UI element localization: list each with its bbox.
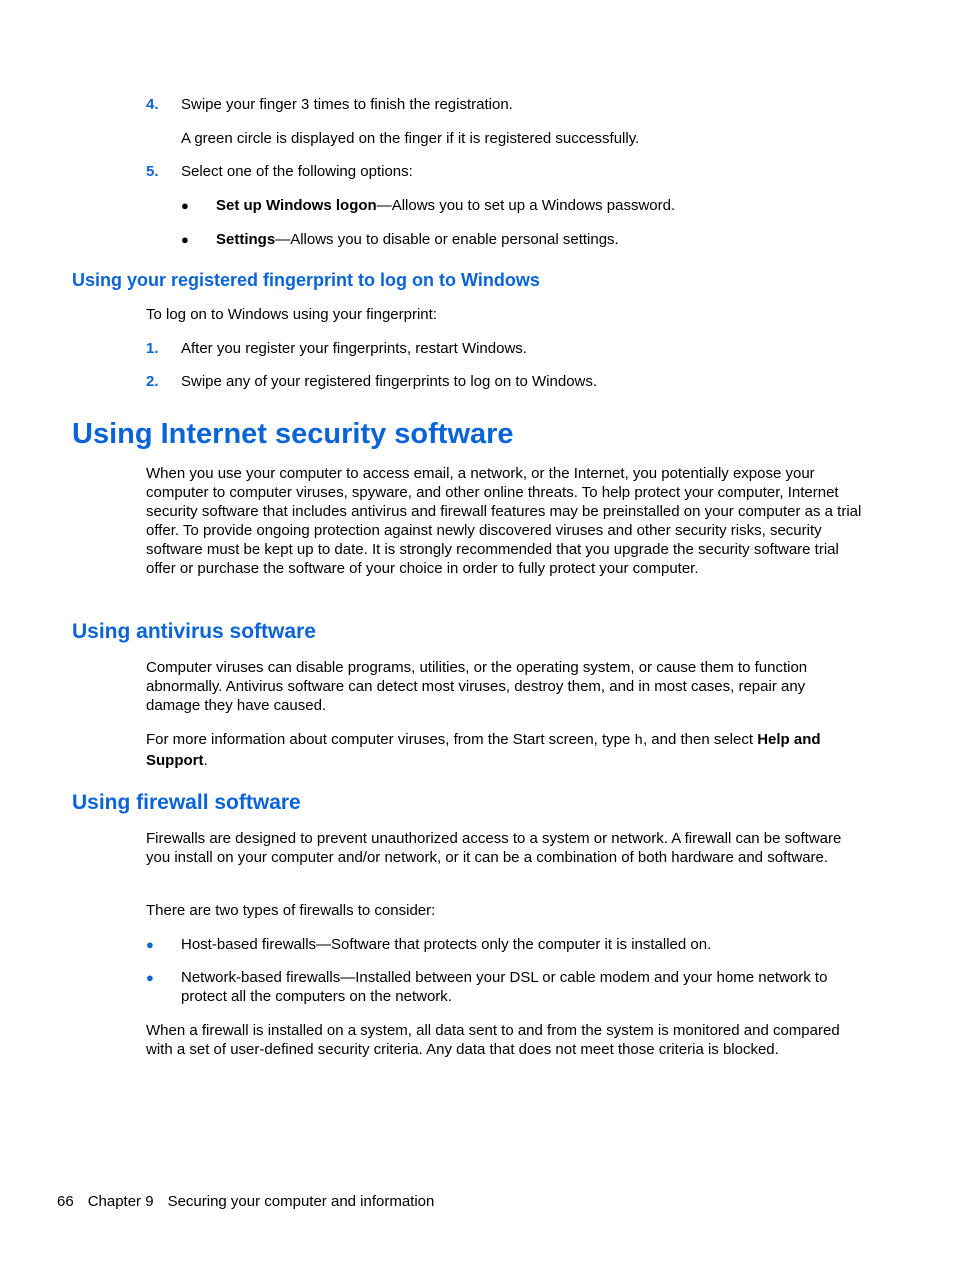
step-text: Select one of the following options: [181,163,413,180]
section-heading: Using firewall software [72,791,301,814]
page-footer [57,1192,434,1211]
paragraph: When you use your computer to access email, a network, or the Internet, you potentially expose your computer to computer viruses, spyware, and other online threats. To help protect your computer, Internet security software that includes antivirus and firewall features may be preinstalled on your computer as a trial offer. To provide ongoing protection against newly discovered viruses and other security risks, security software must be kept up to date. It is strongly recommended that you upgrade the security software trial offer or purchase the software of your choice in order to fully protect your computer. [146,465,862,577]
step-number: 1. [146,340,159,357]
list-item: Host-based firewalls—Software that protects only the computer it is installed on. [181,936,712,953]
chapter-title: Securing your computer and information [167,1193,435,1210]
intro-text: To log on to Windows using your fingerprint: [146,306,437,323]
step-text: Swipe any of your registered fingerprints to log on to Windows. [181,373,598,390]
paragraph: Computer viruses can disable programs, utilities, or the operating system, or cause them to function abnormally. Antivirus software can detect most viruses, destroy them, and in most cases, repair any damage they have caused. [146,659,808,714]
option-item [216,230,876,249]
paragraph: When a firewall is installed on a system, all data sent to and from the system is monitored and compared with a set of user-defined security criteria. Any data that does not meet those criteria is blocked. [146,1022,840,1058]
step-number: 5. [146,163,159,180]
bullet-icon: ● [181,198,189,213]
more-info-prefix: For more information about computer viruses, from the Start screen, type [146,731,635,748]
option-label: Set up Windows logon [216,197,377,214]
paragraph: Firewalls are designed to prevent unauthorized access to a system or network. A firewall can be software you install on your computer and/or network, or it can be a combination of both hardware and software. [146,830,842,866]
option-label: Settings [216,231,276,248]
option-description: —Allows you to disable or enable personal settings. [275,231,619,248]
bullet-icon: ● [146,970,154,985]
list-item: Network-based firewalls—Installed between your DSL or cable modem and your home network to protect all the computers on the network. [181,969,828,1005]
bullet-icon: ● [146,937,154,952]
step-number: 2. [146,373,159,390]
page-number: 66 [57,1193,74,1210]
more-info-end: . [203,752,208,769]
step-note: A green circle is displayed on the finger if it is registered successfully. [181,130,640,147]
paragraph: There are two types of firewalls to consider: [146,902,436,919]
bullet-icon: ● [181,232,189,247]
help-and-support-label: Help and Support [146,731,821,769]
step-text: After you register your fingerprints, restart Windows. [181,340,527,357]
option-description: —Allows you to set up a Windows password. [376,197,676,214]
section-heading: Using your registered fingerprint to log on to Windows [72,270,540,290]
chapter-label: Chapter 9 [87,1193,154,1210]
more-info-paragraph [146,730,846,770]
section-heading: Using antivirus software [72,620,316,643]
step-text: Swipe your finger 3 times to finish the registration. [181,96,513,113]
code-text: h [634,733,643,749]
page-title: Using Internet security software [72,418,514,450]
option-item [216,196,876,215]
step-number: 4. [146,96,159,113]
more-info-middle: , and then select [642,731,758,748]
